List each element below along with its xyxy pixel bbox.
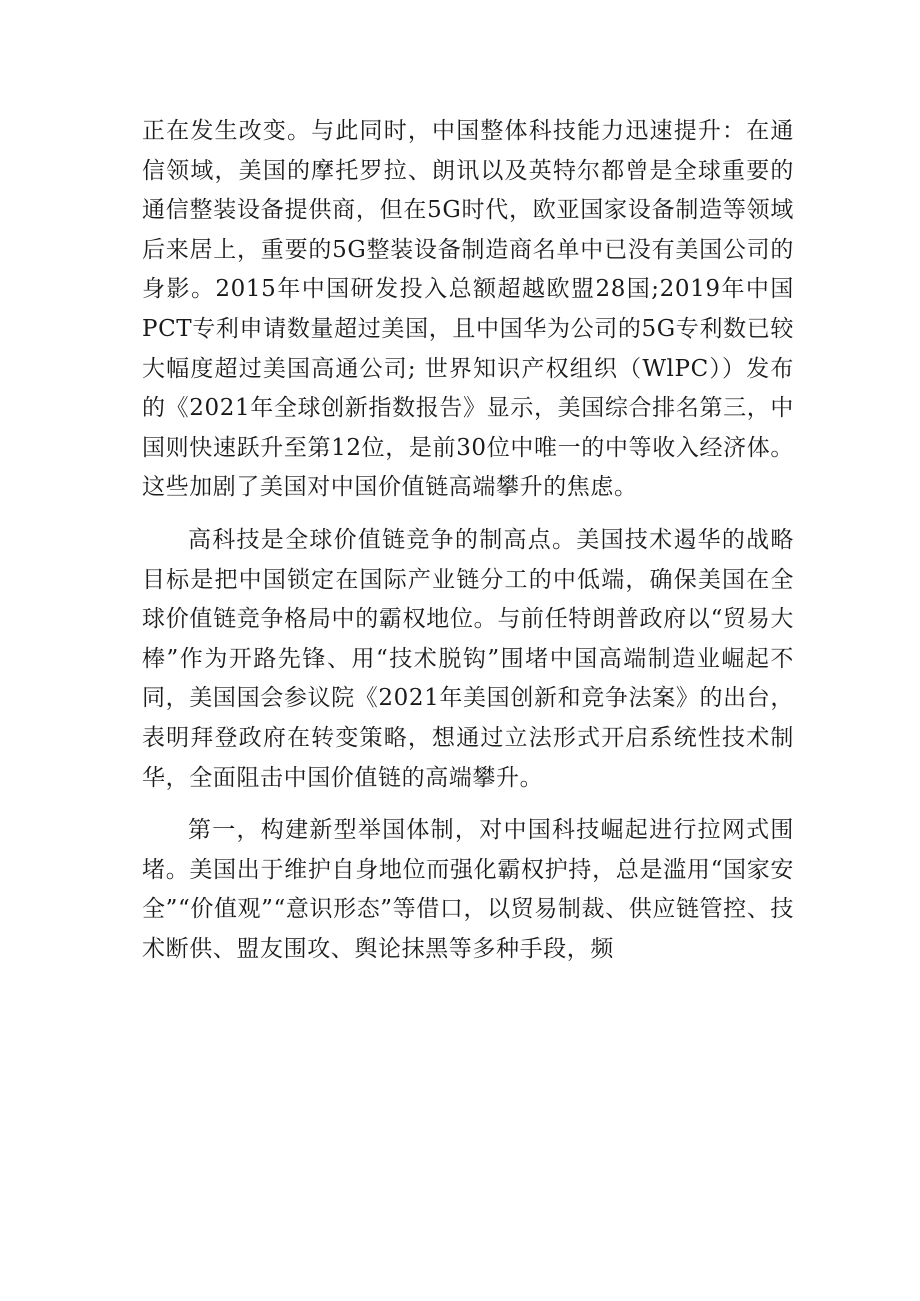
paragraph-continuation: 正在发生改变。与此同时，中国整体科技能力迅速提升：在通信领域，美国的摩托罗拉、朗讯以及英特尔都曾是全球重要的通信整装设备提供商，但在5G时代，欧亚国家设备制造等领域后来居上，重要的5G整装设备制造商名单中已没有美国公司的身影。2015年中国研发投入总额超越欧盟28国;2019年中国PCT专利申请数量超过美国，且中国华为公司的5G专利数已较大幅度超过美国高通公司; 世界知识产权组织（WlPC））发布的《2021年全球创新指数报告》显示，美国综合排名第三，中国则快速跃升至第12位，是前30位中唯一的中等收入经济体。这些加剧了美国对中国价值链高端攀升的焦虑。 xyxy=(142,118,794,501)
paragraph-high-tech: 高科技是全球价值链竞争的制高点。美国技术遏华的战略目标是把中国锁定在国际产业链分工的中低端，确保美国在全球价值链竞争格局中的霸权地位。与前任特朗普政府以“贸易大棒”作为开路先锋、用“技术脱钩”围堵中国高端制造业崛起不同，美国国会参议院《2021年美国创新和竞争法案》的出台，表明拜登政府在转变策略，想通过立法形式开启系统性技术制华，全面阻击中国价值链的高端攀升。 xyxy=(142,526,794,791)
document-body xyxy=(142,112,794,982)
paragraph-first-point: 第一，构建新型举国体制，对中国科技崛起进行拉网式围堵。美国出于维护自身地位而强化霸权护持，总是滥用“国家安全”“价值观”“意识形态”等借口，以贸易制裁、供应链管控、技术断供、盟友围攻、舆论抹黑等多种手段，频 xyxy=(142,817,794,962)
